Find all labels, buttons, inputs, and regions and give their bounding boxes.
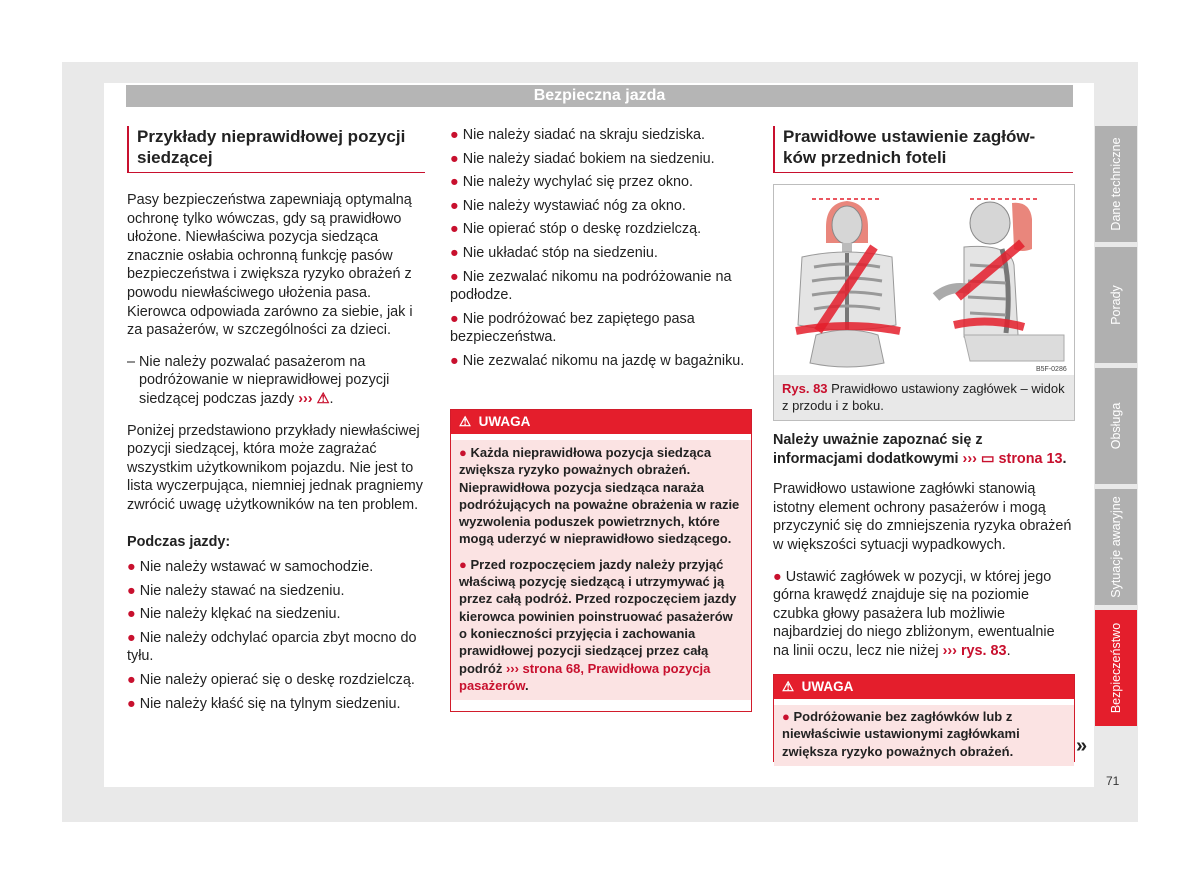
list-item: ● Nie należy opierać się o deskę rozdzielczą. [127, 672, 415, 689]
warning-paragraph: ● Przed rozpoczęciem jazdy należy przyjąć właściwą pozycję siedzącą i utrzymywać ją przez całą podróż. Przed rozpoczęciem jazdy kierowca powinien poinstruować pasażerów o konieczności przyjęcia i zachowania prawidłowej pozycji siedzącej przez całą podróż ››› strona 68, Prawidłowa pozycja pasażerów. [459, 556, 737, 693]
list-item: ● Nie należy wychylać się przez okno. [450, 174, 694, 191]
list-item: ● Nie zezwalać nikomu na podróżowanie na podłodze. [450, 268, 732, 304]
list-item: ● Nie należy siadać bokiem na siedzeniu. [450, 150, 715, 167]
warning-box-middle [450, 409, 752, 712]
dash-ref-arrows[interactable]: ››› [298, 390, 313, 407]
list-item: ● Nie należy wstawać w samochodzie. [127, 559, 374, 576]
list-item: ● Nie zezwalać nikomu na jazdę w bagażniku. [450, 352, 745, 369]
right-column-body [773, 431, 1073, 661]
headrest-illustration [774, 185, 1074, 375]
left-column [127, 126, 425, 713]
figure-ref-link[interactable]: ››› rys. 83 [942, 642, 1007, 659]
tab-obsluga[interactable]: Obsługa [1095, 368, 1137, 484]
tab-dane-techniczne[interactable]: Dane techniczne [1095, 126, 1137, 242]
right-column-top [773, 126, 1073, 173]
warning-paragraph: ● Każda nieprawidłowa pozycja siedząca zwiększa ryzyko poważnych obrażeń. Nieprawidłowa pozycja siedząca naraża podróżujących na poważne obrażenia w razie wyzwolenia poduszek powietrznych, które mogą uderzyć w nieprawidłowo siedzącego. [459, 445, 740, 547]
left-bullet-list [127, 558, 425, 713]
list-item: ● Nie opierać stóp o deskę rozdzielczą. [450, 221, 702, 238]
figure-caption [774, 375, 1074, 420]
warning-triangle-icon: ⚠ [782, 679, 795, 694]
caption-text: Prawidłowo ustawiony zagłówek – widok z przodu i z boku. [782, 381, 1065, 413]
warning-body [451, 440, 751, 700]
continue-mark: » [1076, 735, 1088, 757]
page-number: 71 [1106, 774, 1120, 788]
right-para: Prawidłowo ustawione zagłówki stanowią istotny element ochrony pasażerów i mogą przyczynić się do zmniejszenia ryzyka obrażeń w większości sytuacji wypadkowych. [773, 481, 1072, 553]
warning-body [774, 705, 1074, 766]
list-item: ● Nie podróżować bez zapiętego pasa bezpieczeństwa. [450, 310, 695, 346]
list-item: ● Nie należy stawać na siedzeniu. [127, 582, 345, 599]
tab-sytuacje-awaryjne[interactable]: Sytuacje awaryjne [1095, 489, 1137, 605]
left-dash-item: – Nie należy pozwalać pasażerom na podróżowanie w nieprawidłowej pozycji siedzącej podczas jazdy ››› ⚠. [127, 353, 390, 407]
left-subhead: Podczas jazdy: [127, 533, 231, 550]
left-intro: Pasy bezpieczeństwa zapewniają optymalną ochronę tylko wówczas, gdy są prawidłowo ułożone. Niewłaściwa pozycja siedząca znacznie osłabia ochronną funkcję pasów bezpieczeństwa i zwiększa ryzyko obrażeń z powodu niewłaściwego ułożenia pasa. Kierowca odpowiada zarówno za siebie, jak i za pasażerów, w szczególności za dzieci. [127, 192, 413, 339]
list-item: ● Nie należy kłaść się na tylnym siedzeniu. [127, 695, 401, 712]
chapter-header: Bezpieczna jazda [126, 85, 1073, 107]
warning-triangle-icon: ⚠ [316, 390, 330, 407]
warning-paragraph: ● Podróżowanie bez zagłówków lub z niewłaściwie ustawionymi zagłówkami zwiększa ryzyko poważnych obrażeń. [782, 709, 1020, 759]
caption-label: Rys. 83 [782, 381, 828, 396]
warning-ref-link[interactable]: ››› strona 68, Prawidłowa pozycja pasażerów [459, 660, 711, 693]
right-note: Należy uważnie zapoznać się z informacjami dodatkowymi ››› ▭ strona 13. [773, 432, 1067, 467]
warning-header: ⚠ UWAGA [451, 410, 751, 434]
right-section-title: Prawidłowe ustawienie zagłów- ków przednich foteli [773, 126, 1073, 173]
left-para2: Poniżej przedstawiono przykłady niewłaściwej pozycji siedzącej, która może zagrażać wszystkim użytkownikom pojazdu. Nie jest to lista wyczerpująca, niemniej jednak pragniemy zwrócić uwagę użytkowników na ten problem. [127, 422, 423, 513]
list-item: ● Nie należy odchylać oparcia zbyt mocno do tyłu. [127, 629, 417, 665]
list-item: ● Nie należy wystawiać nóg za okno. [450, 197, 686, 214]
list-item: ● Nie należy siadać na skraju siedziska. [450, 127, 706, 143]
warning-header: ⚠ UWAGA [774, 675, 1074, 699]
tab-bezpieczenstwo[interactable]: Bezpieczeństwo [1095, 610, 1137, 726]
book-ref-icon: ▭ [980, 450, 995, 467]
tab-porady[interactable]: Porady [1095, 247, 1137, 363]
headrest-figure [773, 184, 1075, 421]
list-item: ● Nie układać stóp na siedzeniu. [450, 244, 658, 261]
warning-box-right [773, 674, 1075, 762]
figure-code: B5F-0286 [1036, 366, 1067, 373]
warning-triangle-icon: ⚠ [459, 414, 472, 429]
list-item: ● Nie należy klękać na siedzeniu. [127, 606, 341, 623]
right-bullet: ● Ustawić zagłówek w pozycji, w której jego górna krawędź znajduje się na poziomie czubka głowy pasażera lub możliwie najbardziej do niego zbliżonym, ewentualnie na linii oczu, lecz nie niżej ››› rys. 83. [773, 568, 1055, 659]
note-ref-link[interactable]: strona 13 [998, 450, 1063, 467]
middle-column [450, 126, 750, 371]
left-section-title: Przykłady nieprawidłowej pozycji siedzącej [127, 126, 425, 173]
